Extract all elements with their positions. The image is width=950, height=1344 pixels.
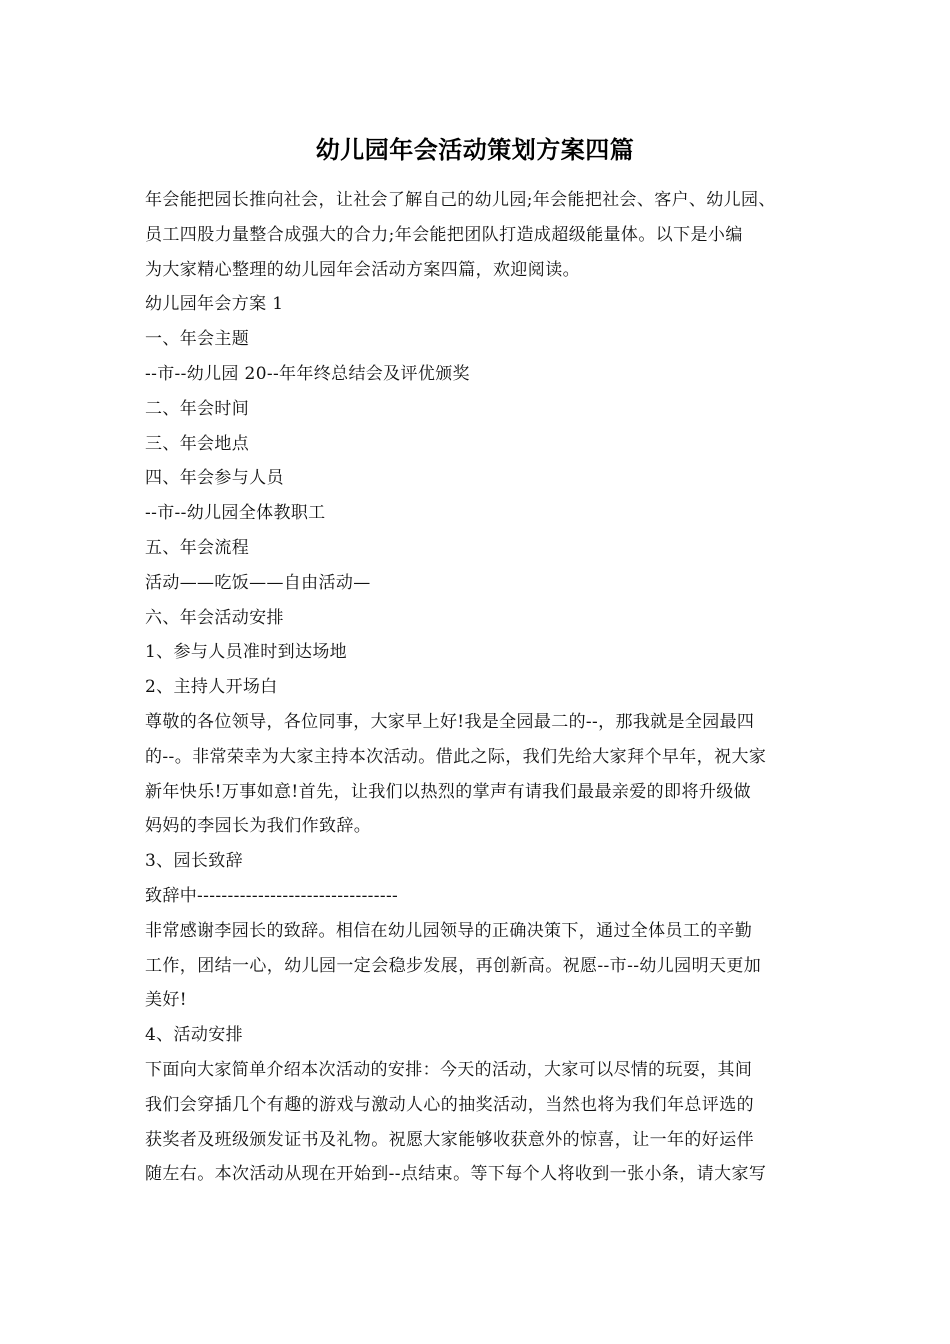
text-line: 3、园长致辞 (145, 851, 243, 872)
text-line: 六、年会活动安排 (145, 607, 284, 628)
paragraph (145, 357, 815, 392)
text-line: 四、年会参与人员 (145, 468, 284, 489)
text-line: 为大家精心整理的幼儿园年会活动方案四篇，欢迎阅读。 (145, 259, 580, 280)
text-line: 工作，团结一心，幼儿园一定会稳步发展，再创新高。祝愿--市--幼儿园明天更加 (145, 955, 762, 976)
paragraph (145, 322, 815, 357)
text-line: 幼儿园年会方案 1 (145, 294, 284, 315)
text-line: 非常感谢李园长的致辞。相信在幼儿园领导的正确决策下，通过全体员工的辛勤 (145, 920, 753, 941)
paragraph (145, 844, 815, 879)
text-line: 一、年会主题 (145, 329, 250, 350)
text-line: 二、年会时间 (145, 398, 250, 419)
text-line: 2、主持人开场白 (145, 677, 278, 698)
paragraph (145, 879, 815, 914)
text-line: 尊敬的各位领导，各位同事，大家早上好!我是全园最二的--，那我就是全园最四 (145, 711, 755, 732)
paragraph (145, 670, 815, 705)
paragraph (145, 1018, 815, 1053)
paragraph (145, 705, 815, 844)
text-line: 新年快乐!万事如意!首先，让我们以热烈的掌声有请我们最最亲爱的即将升级做 (145, 781, 752, 802)
paragraph (145, 601, 815, 636)
paragraph (145, 461, 815, 496)
paragraph (145, 427, 815, 462)
text-line: 的--。非常荣幸为大家主持本次活动。借此之际，我们先给大家拜个早年，祝大家 (145, 746, 767, 767)
text-line: 致辞中--------------------------------- (145, 885, 399, 906)
text-line: 我们会穿插几个有趣的游戏与激动人心的抽奖活动，当然也将为我们年总评选的 (145, 1094, 754, 1115)
text-line: 妈妈的李园长为我们作致辞。 (145, 816, 372, 837)
paragraph (145, 392, 815, 427)
document-title: 幼儿园年会活动策划方案四篇 (315, 135, 635, 164)
text-line: 4、活动安排 (145, 1025, 243, 1046)
text-line: --市--幼儿园全体教职工 (145, 503, 326, 524)
text-line: --市--幼儿园 20--年年终总结会及评优颁奖 (145, 363, 470, 384)
text-line: 美好! (145, 990, 188, 1011)
paragraph (145, 914, 815, 1018)
paragraph (145, 287, 815, 322)
text-line: 活动——吃饭——自由活动— (145, 572, 371, 593)
paragraph (145, 183, 815, 287)
text-line: 获奖者及班级颁发证书及礼物。祝愿大家能够收获意外的惊喜，让一年的好运伴 (145, 1129, 754, 1150)
text-line: 随左右。本次活动从现在开始到--点结束。等下每个人将收到一张小条，请大家写 (145, 1164, 767, 1185)
paragraph (145, 496, 815, 531)
text-line: 五、年会流程 (145, 537, 250, 558)
paragraph (145, 635, 815, 670)
text-line: 员工四股力量整合成强大的合力;年会能把团队打造成超级能量体。以下是小编 (145, 224, 743, 245)
paragraph (145, 566, 815, 601)
text-line: 年会能把园长推向社会，让社会了解自己的幼儿园;年会能把社会、客户、幼儿园、 (145, 190, 776, 210)
text-line: 三、年会地点 (145, 433, 250, 454)
text-line: 1、参与人员准时到达场地 (145, 642, 348, 663)
text-line: 下面向大家简单介绍本次活动的安排：今天的活动，大家可以尽情的玩耍，其间 (145, 1059, 753, 1080)
paragraph (145, 531, 815, 566)
paragraph (145, 1053, 815, 1192)
document-body (145, 183, 815, 1192)
